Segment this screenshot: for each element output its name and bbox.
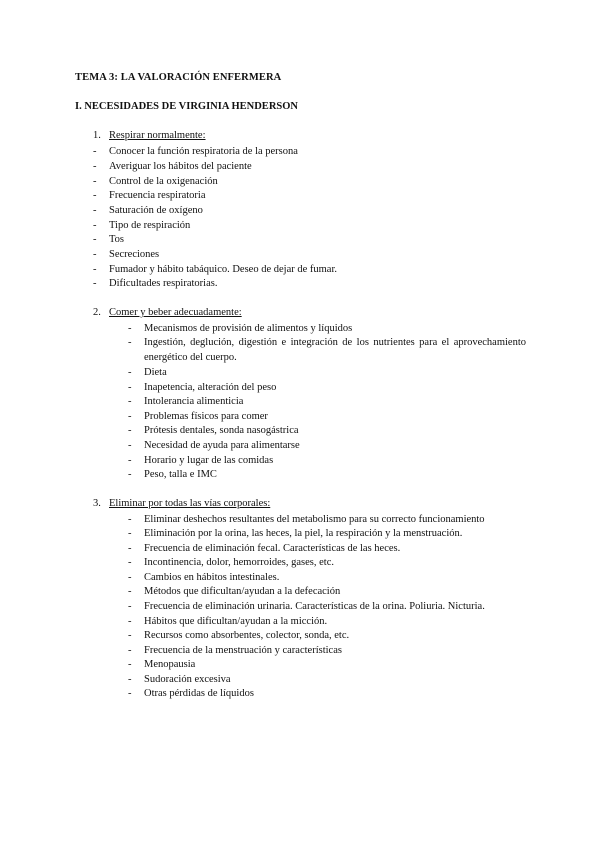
page-title: TEMA 3: LA VALORACIÓN ENFERMERA [75,72,282,83]
section-1-number: 1. [93,130,101,141]
section-2-label: Comer y beber adecuadamente: [109,307,242,318]
section-2-number: 2. [93,307,101,318]
section-3-heading [93,498,270,509]
section-3-label: Eliminar por todas las vías corporales: [109,498,271,509]
section-1-heading [93,130,206,141]
section-3-number: 3. [93,498,101,509]
section-1-label: Respirar normalmente: [109,130,206,141]
section-heading: I. NECESIDADES DE VIRGINIA HENDERSON [75,101,298,112]
section-2-heading [93,307,242,318]
document-page: TEMA 3: LA VALORACIÓN ENFERMERA I. NECESIDADES DE VIRGINIA HENDERSON 1. Respirar normalmente: - Conocer la función respiratoria de la persona - Averiguar los hábitos del paciente - Control de la oxigenación - Frecuencia respiratoria - Saturación de oxígeno - Tipo de respiración - Tos - Secreciones - Fumador y hábito tabáquico. Deseo de dejar de fumar. - Dificultades respiratorias. 2. Comer y beber adecuadamente: - Mecanismos de provisión de alimentos y líquidos - Ingestión, deglución, digestión e integración de los nutrientes para el aprovechamiento energético del cuerpo. - Dieta - Inapetencia, alteración del peso - Intolerancia alimenticia - Problemas físicos para comer - Prótesis dentales, sonda nasogástrica - Necesidad de ayuda para alimentarse - Horario y lugar de las comidas - Peso, talla e IMC 3. Eliminar por todas las vías corporales: - Eliminar deshechos resultantes del metabolismo para su correcto funcionamiento - Eliminación por la orina, las heces, la piel, la respiración y la menstruación. - Frecuencia de eliminación fecal. Características de las heces. - Incontinencia, dolor, hemorroides, gases, etc. - Cambios en hábitos intestinales. - Métodos que dificultan/ayudan a la defecación - Frecuencia de eliminación urinaria. Características de la orina. Poliuria. Nicturia. - Hábitos que dificultan/ayudan a la micción. - Recursos como absorbentes, colector, sonda, etc. - Frecuencia de la menstruación y características - Menopausia - Sudoración excesiva - Otras pérdidas de líquidos [75,72,526,699]
list-item: - Ingestión, deglución, digestión e integración de los nutrientes para el aprovechamiento energético del cuerpo. [128,337,526,363]
